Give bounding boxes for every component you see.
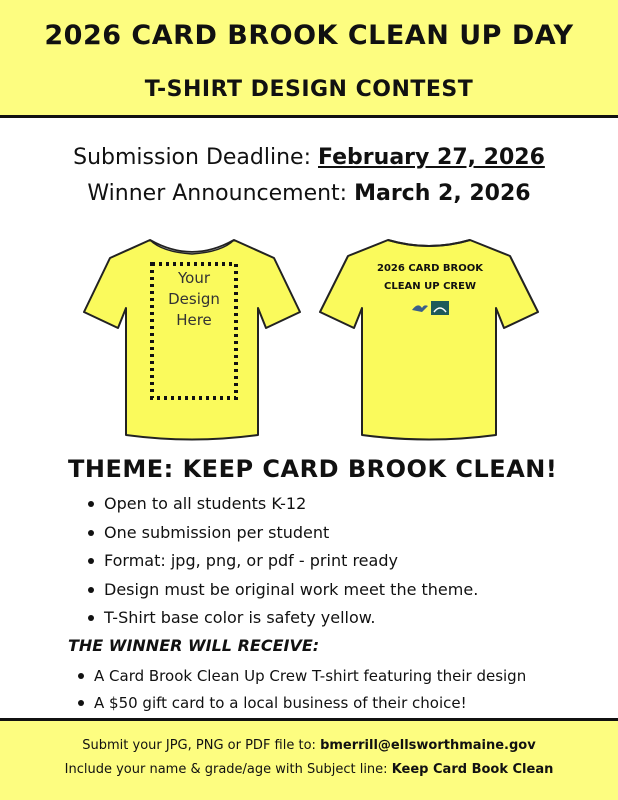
winner-announcement-line [0,176,618,212]
back-shirt-line2: CLEAN UP CREW [384,281,476,292]
list-item: A Card Brook Clean Up Crew T-shirt featuring their design [78,663,526,690]
list-item: Open to all students K-12 [88,490,478,519]
dates-section [0,140,618,212]
page-subtitle: T-SHIRT DESIGN CONTEST [144,77,474,102]
list-item: Design must be original work meet the theme. [88,576,478,605]
deadline-line [0,140,618,176]
prizes-list [78,663,526,717]
subject-instructions [0,758,618,782]
deadline-value: February 27, 2026 [318,145,545,170]
page-title: 2026 CARD BROOK CLEAN UP DAY [44,20,574,51]
submission-email: bmerrill@ellsworthmaine.gov [320,738,536,753]
header-banner [0,0,618,118]
subject-text: Include your name & grade/age with Subject line: [64,762,388,777]
back-shirt-text [365,260,495,296]
design-placeholder-line3: Here [176,311,212,329]
rules-list [88,490,478,633]
theme-heading: THEME: KEEP CARD BROOK CLEAN! [68,455,558,483]
bird-logo-icon [412,305,428,312]
submit-instructions [0,734,618,758]
front-tshirt-illustration [82,230,302,442]
design-placeholder-line1: Your [177,269,211,287]
deadline-label: Submission Deadline: [73,145,311,170]
winner-announcement-label: Winner Announcement: [87,181,348,206]
list-item: One submission per student [88,519,478,548]
winner-heading: THE WINNER WILL RECEIVE: [68,636,320,655]
subject-line-value: Keep Card Book Clean [391,762,554,777]
submit-text: Submit your JPG, PNG or PDF file to: [82,738,316,753]
list-item: A $50 gift card to a local business of their choice! [78,690,526,717]
list-item: T-Shirt base color is safety yellow. [88,604,478,633]
list-item: Format: jpg, png, or pdf - print ready [88,547,478,576]
logo-icons [410,300,450,316]
design-placeholder-text [152,268,236,331]
footer-banner [0,718,618,800]
back-shirt-line1: 2026 CARD BROOK [377,263,483,274]
winner-announcement-value: March 2, 2026 [354,181,531,206]
design-placeholder-line2: Design [168,290,220,308]
